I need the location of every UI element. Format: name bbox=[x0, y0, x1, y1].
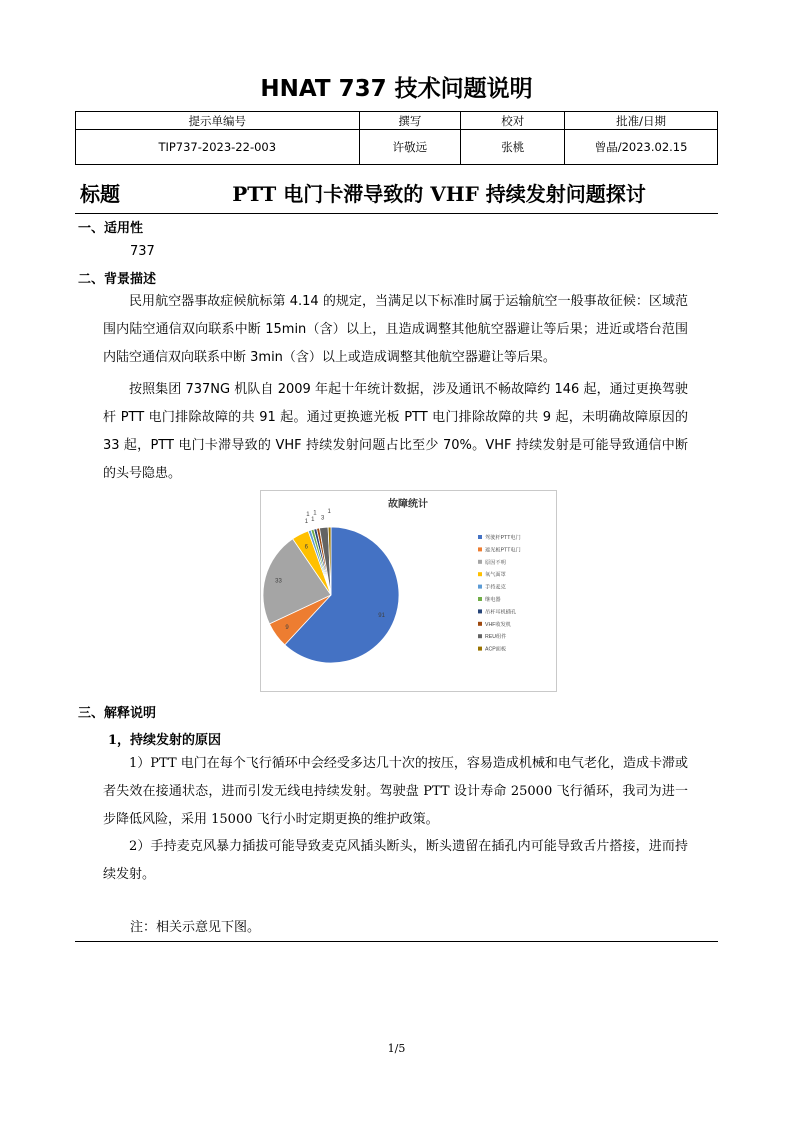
legend-swatch-1 bbox=[478, 535, 482, 539]
legend-swatch-3 bbox=[478, 560, 482, 564]
header-tip-number: 提示单编号 bbox=[76, 112, 360, 130]
bottom-divider bbox=[75, 941, 718, 942]
pie-data-label-1: 91 bbox=[378, 612, 385, 619]
applicability-heading: 一、适用性 bbox=[78, 221, 144, 236]
pie-data-label-5: 1 bbox=[304, 518, 309, 525]
header-reviewer: 校对 bbox=[461, 112, 565, 130]
legend-label-1: 驾驶杆PTT电门 bbox=[485, 535, 521, 541]
info-table-header-row bbox=[76, 112, 718, 130]
legend-label-2: 遮光板PTT电门 bbox=[485, 547, 521, 554]
legend-label-9: REU组件 bbox=[485, 634, 507, 641]
value-approval-date: 曾晶/2023.02.15 bbox=[565, 130, 718, 165]
legend-swatch-7 bbox=[478, 609, 482, 613]
explanation-paragraph-2: 2）手持麦克风暴力插拔可能导致麦克风插头断头，断头遗留在插孔内可能导致舌片搭接，进而持续发射。 bbox=[103, 839, 688, 882]
value-tip-number: TIP737-2023-22-003 bbox=[76, 130, 360, 165]
legend-label-10: ACP面板 bbox=[485, 646, 507, 653]
subject-divider bbox=[75, 213, 718, 214]
legend-label-8: VHF收发机 bbox=[485, 621, 511, 628]
explanation-heading: 三、解释说明 bbox=[78, 706, 157, 721]
background-paragraph-1: 民用航空器事故症候航标第 4.14 的规定，当满足以下标准时属于运输航空一般事故征候：区域范围内陆空通信双向联系中断 15min（含）以上，且造成调整其他航空器避让等后果；进近或塔台范围内陆空通信双向联系中断 3min（含）以上或造成调整其他航空器避让等后果。 bbox=[103, 294, 688, 365]
legend-label-3: 原因不明 bbox=[485, 559, 506, 566]
pie-data-label-2: 9 bbox=[285, 625, 289, 632]
pie-slices bbox=[263, 527, 399, 663]
pie-chart-svg bbox=[261, 491, 556, 691]
legend-label-6: 继电器 bbox=[485, 597, 501, 603]
value-reviewer: 张桃 bbox=[461, 130, 565, 165]
pie-data-label-3: 33 bbox=[275, 578, 282, 585]
legend-swatch-8 bbox=[478, 622, 482, 626]
pie-data-label-9: 3 bbox=[321, 515, 325, 522]
fault-statistics-chart bbox=[260, 490, 557, 692]
legend-swatch-4 bbox=[478, 572, 482, 576]
pie-data-label-7: 1 bbox=[311, 517, 315, 524]
value-author: 许敬远 bbox=[359, 130, 461, 165]
legend-label-7: 吊杆耳机插孔 bbox=[485, 609, 517, 616]
chart-title: 故障统计 bbox=[388, 499, 428, 510]
subject-label: 标题 bbox=[80, 182, 120, 206]
header-author: 撰写 bbox=[359, 112, 461, 130]
legend-swatch-6 bbox=[478, 597, 482, 601]
cause-subheading: 1，持续发射的原因 bbox=[108, 733, 222, 748]
legend-label-4: 氧气面罩 bbox=[485, 572, 506, 579]
background-paragraph-2: 按照集团 737NG 机队自 2009 年起十年统计数据，涉及通讯不畅故障约 146 起，通过更换驾驶杆 PTT 电门排除故障的共 91 起。通过更换遮光板 PTT 电门排除故障的共 9 起，未明确故障原因的 33 起，PTT 电门卡滞导致的 VHF 持续发射问题占比至少 70%。VHF 持续发射是可能导致通信中断的头号隐患。 bbox=[103, 382, 688, 481]
pie-data-label-6: 1 bbox=[306, 512, 310, 519]
document-title: HNAT 737 技术问题说明 bbox=[260, 76, 533, 102]
legend-swatch-5 bbox=[478, 585, 482, 589]
legend-swatch-9 bbox=[478, 634, 482, 638]
subject-text: PTT 电门卡滞导致的 VHF 持续发射问题探讨 bbox=[232, 182, 646, 206]
applicability-value: 737 bbox=[130, 244, 155, 259]
page-number: 1/5 bbox=[387, 1042, 406, 1055]
info-table bbox=[75, 111, 718, 165]
pie-data-label-10: 1 bbox=[327, 509, 331, 516]
legend-swatch-2 bbox=[478, 547, 482, 551]
background-heading: 二、背景描述 bbox=[78, 272, 157, 287]
legend-label-5: 手持麦克 bbox=[485, 584, 506, 591]
pie-data-label-8: 1 bbox=[313, 510, 317, 517]
header-approval-date: 批准/日期 bbox=[565, 112, 718, 130]
chart-legend bbox=[478, 533, 521, 653]
figure-note: 注：相关示意见下图。 bbox=[130, 920, 261, 935]
info-table-value-row bbox=[76, 130, 718, 165]
legend-swatch-10 bbox=[478, 647, 482, 651]
explanation-paragraph-1: 1）PTT 电门在每个飞行循环中会经受多达几十次的按压，容易造成机械和电气老化，造成卡滞或者失效在接通状态，进而引发无线电持续发射。驾驶盘 PTT 设计寿命 25000 飞行循环，我司为进一步降低风险，采用 15000 飞行小时定期更换的维护政策。 bbox=[103, 756, 688, 827]
pie-data-label-4: 6 bbox=[304, 544, 309, 551]
